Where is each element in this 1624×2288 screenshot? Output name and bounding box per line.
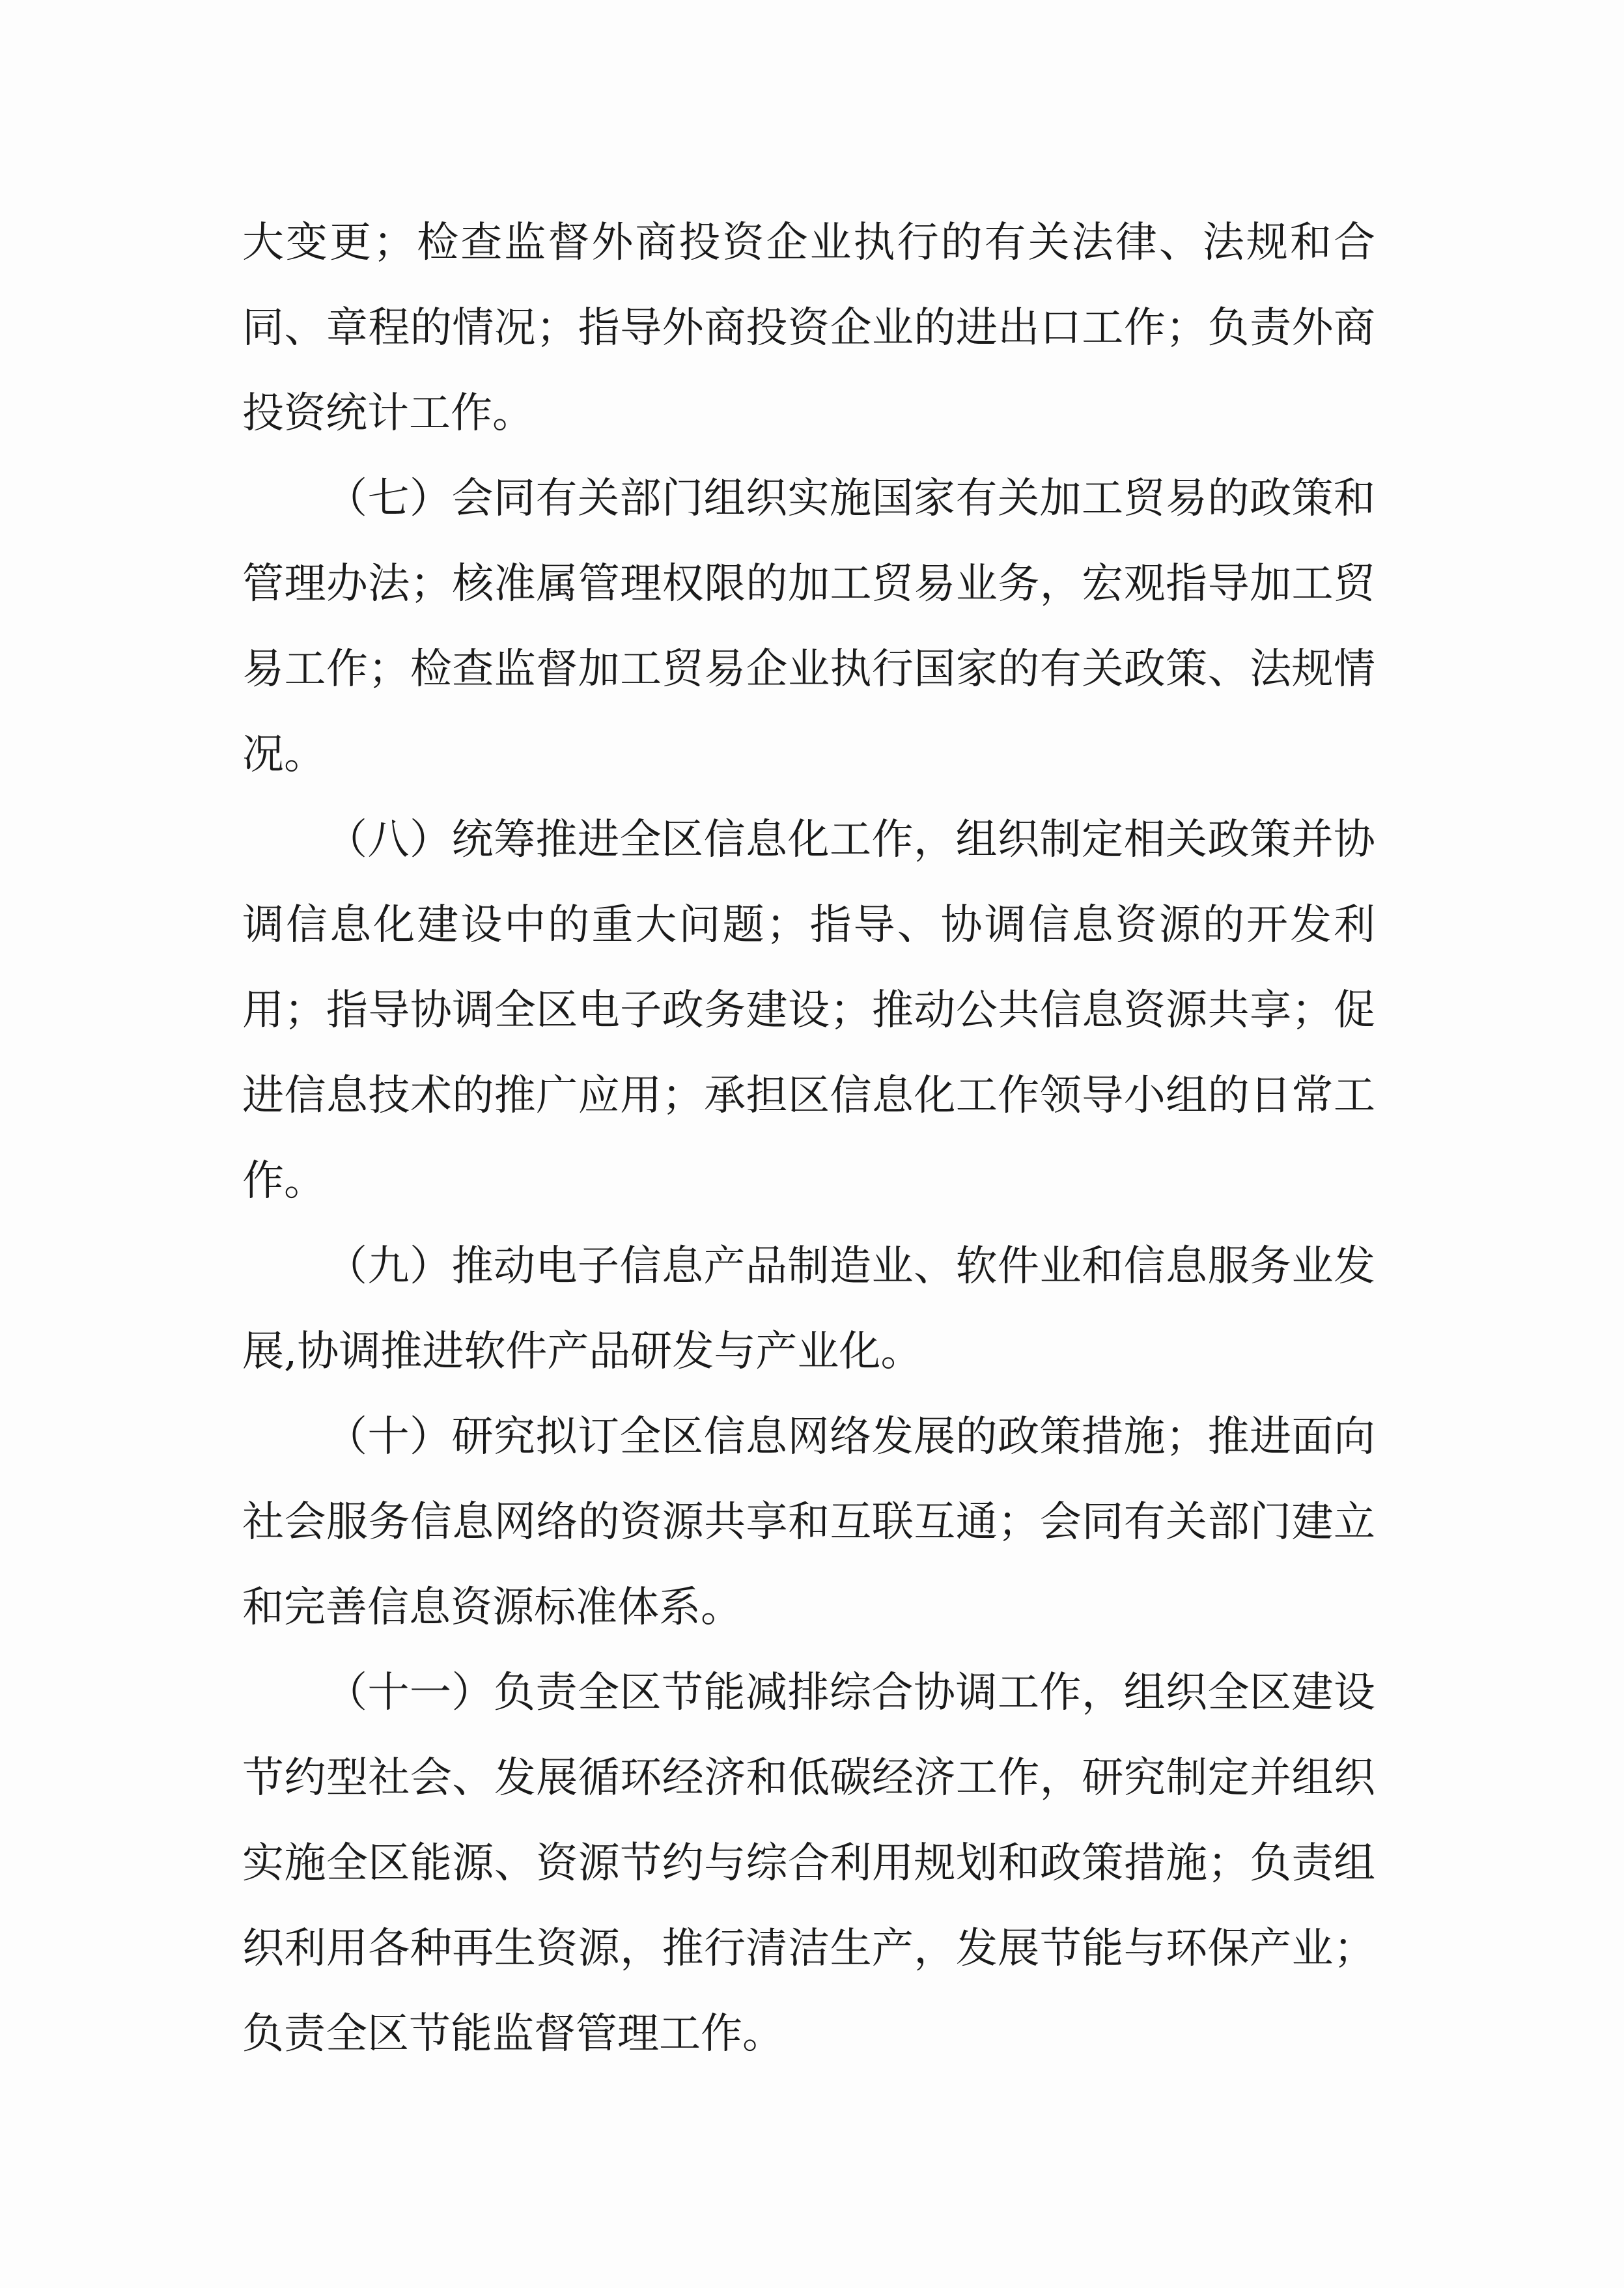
paragraph-item-10: （十）研究拟订全区信息网络发展的政策措施；推进面向社会服务信息网络的资源共享和互联互通；会同有关部门建立和完善信息资源标准体系。 [242,1413,1375,1632]
paragraph-item-8: （八）统筹推进全区信息化工作，组织制定相关政策并协调信息化建设中的重大问题；指导、协调信息资源的开发利用；指导协调全区电子政务建设；推动公共信息资源共享；促进信息技术的推广应用；承担区信息化工作领导小组的日常工作。 [242,816,1375,1205]
paragraph-item-11: （十一）负责全区节能减排综合协调工作，组织全区建设节约型社会、发展循环经济和低碳经济工作，研究制定并组织实施全区能源、资源节约与综合利用规划和政策措施；负责组织利用各种再生资源，推行清洁生产，发展节能与环保产业；负责全区节能监督管理工作。 [242,1669,1375,2058]
paragraph-continuation: 大变更；检查监督外商投资企业执行的有关法律、法规和合同、章程的情况；指导外商投资企业的进出口工作；负责外商投资统计工作。 [242,219,1375,438]
paragraph-item-9: （九）推动电子信息产品制造业、软件业和信息服务业发展,协调推进软件产品研发与产业化。 [242,1242,1375,1376]
paragraph-item-7: （七）会同有关部门组织实施国家有关加工贸易的政策和管理办法；核准属管理权限的加工贸易业务，宏观指导加工贸易工作；检查监督加工贸易企业执行国家的有关政策、法规情况。 [242,475,1375,779]
document-body [242,201,1375,2077]
